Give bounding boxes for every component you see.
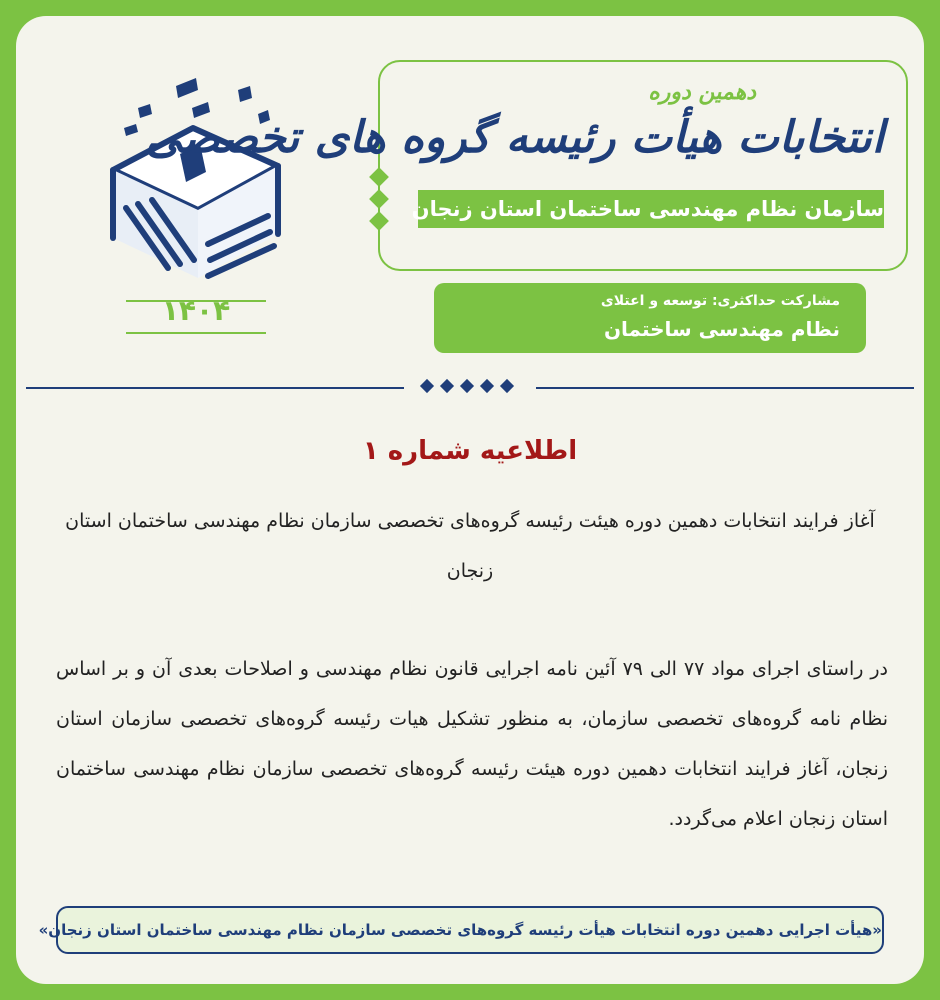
slogan-line-1: مشارکت حداکثری: توسعه و اعتلای <box>600 293 840 309</box>
announcement-card <box>16 16 924 984</box>
organization-strip: سازمان نظام مهندسی ساختمان استان زنجان <box>418 190 884 228</box>
diamond-icon <box>480 379 494 393</box>
slogan-box <box>434 283 866 353</box>
notice-title: اطلاعیه شماره ۱ <box>362 436 578 466</box>
edition-label: دهمین دوره <box>648 80 756 105</box>
election-title: انتخابات هیأت رئیسه گروه های تخصصی <box>145 112 884 163</box>
diamond-icon <box>369 189 389 209</box>
year-text: ۱۴۰۴ <box>161 294 231 327</box>
signature-footer: «هیأت اجرایی دهمین دوره انتخابات هیأت رئیسه گروه‌های تخصصی سازمان نظام مهندسی ساختمان استان زنجان» <box>56 906 884 954</box>
slogan-line-2: نظام مهندسی ساختمان <box>603 317 840 341</box>
year-label <box>126 288 266 334</box>
year-bottom-line <box>126 332 266 334</box>
diamond-icon <box>369 167 389 187</box>
ballot-box-logo-icon <box>98 68 288 288</box>
diamond-icon <box>500 379 514 393</box>
notice-headline: آغاز فرایند انتخابات دهمین دوره هیئت رئیسه گروه‌های تخصصی سازمان نظام مهندسی ساختمان استان زنجان <box>65 510 875 582</box>
diamond-icon <box>460 379 474 393</box>
divider-right <box>536 387 914 389</box>
diamond-icon <box>369 211 389 231</box>
notice-body: در راستای اجرای مواد ۷۷ الی ۷۹ آئین نامه اجرایی قانون نظام مهندسی و اصلاحات بعدی آن و بر اساس نظام نامه گروه‌های تخصصی سازمان، به منظور تشکیل هیات رئیسه گروه‌های تخصصی سازمان استان زنجان، آغاز فرایند انتخابات دهمین دوره هیئت رئیسه گروه‌های تخصصی سازمان نظام مهندسی ساختمان استان زنجان اعلام می‌گردد. <box>56 658 889 830</box>
title-box <box>145 60 908 271</box>
diamond-icon <box>440 379 454 393</box>
diamond-icon <box>420 379 434 393</box>
divider-left <box>26 387 404 389</box>
